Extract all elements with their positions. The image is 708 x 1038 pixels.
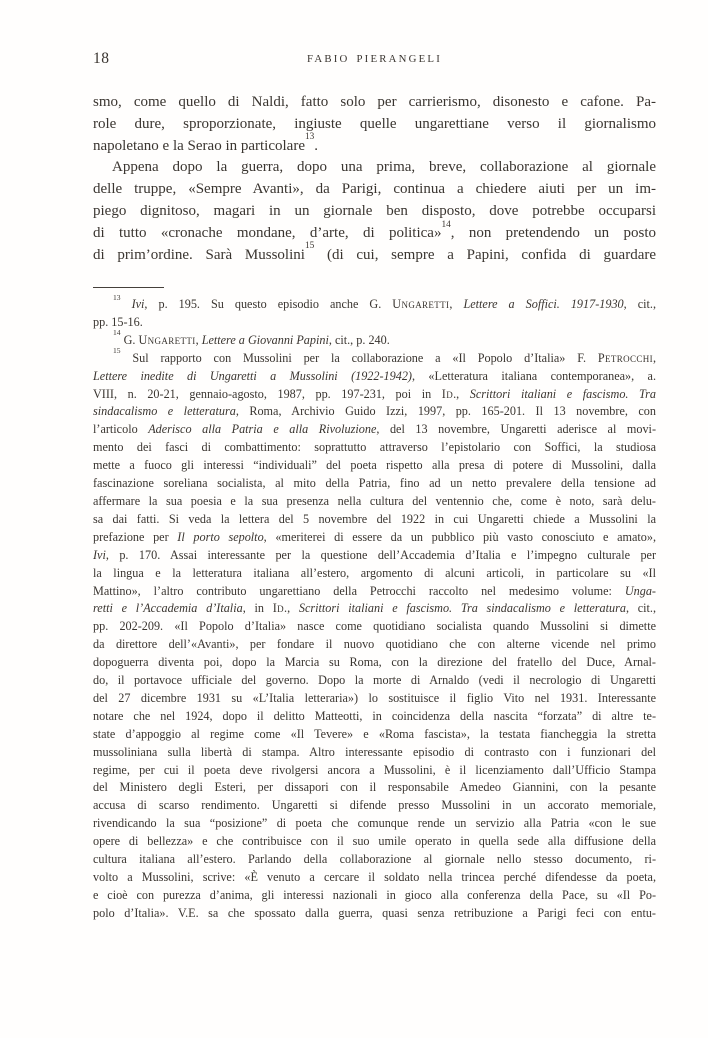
footnote-line: $^{15}$ Sul rapporto con Mussolini per la collaborazione a «Il Popolo d’Italia» F. Petrocchi, [113,346,656,365]
footnote-line: $^{14}$ G. Ungaretti, Lettere a Giovanni Papini, cit., p. 240. [113,328,390,347]
footnote-line: pp. 202-209. «Il Popolo d’Italia» nasce come quotidiano socialista quando Mussolini si dimette [93,619,656,634]
footnote-line: sa dai fatti. Si veda la lettera del 5 novembre del 1922 in cui Ungaretti chiede a Mussolini la [93,511,656,526]
running-header [93,50,656,70]
footnote-line: accusa di scarso rendimento. Ungaretti si difende presso Mussolini in un accorato memoriale, [93,798,656,813]
footnote-line: do, il portavoce ufficiale del governo. Dopo la morte di Arnaldo (vedi il necrologio di Ungaretti [93,673,656,688]
footnote-line: la lingua e la letteratura italiana all’estero, argomento di alcuni articoli, in particolare su «Il [93,565,656,580]
footnote-line: fascinazione soreliana socialista, al mito della Patria, fino ad un netto prevalere della tensione ad [93,476,656,491]
body-text-line: Appena dopo la guerra, dopo una prima, breve, collaborazione al giornale [112,159,656,176]
body-text-line: role dure, sproporzionate, ingiuste quelle ungarettiane verso il giornalismo [93,115,656,132]
footnote-line: Mattino», l’altro contributo ungarettiano della Petrocchi raccolto nel medesimo volume: Unga- [93,583,656,598]
footnote-line: Lettere inedite di Ungaretti a Mussolini (1922-1942), «Letteratura italiana contemporanea», a. [93,368,656,383]
body-text-line: di tutto «cronache mondane, d’arte, di politica»$^{14}$, non pretendendo un posto [93,219,657,241]
footnote-line: VIII, n. 20-21, gennaio-agosto, 1987, pp. 197-231, poi in Id., Scrittori italiani e fascismo. Tra [93,386,656,401]
body-text-line: smo, come quello di Naldi, fatto solo per carrierismo, disonesto e cafone. Pa- [93,94,656,110]
footnotes-block [93,292,657,923]
footnote-line: state d’appoggio al regime come «Il Tevere» e «Roma fascista», la testata fiancheggia la stretta [93,726,656,741]
footnote-line: l’articolo Aderisco alla Patria e alla Rivoluzione, del 13 novembre, Ungaretti aderisce al movi- [93,422,656,437]
footnote-line: notare che nel 1924, dopo il delitto Matteotti, in coincidenza della nascita “forzata” di altre te- [93,708,656,723]
footnote-line: pp. 15-16. [93,314,143,329]
footnote-line: volto a Mussolini, scrive: «È venuto a cercare il soldato nella trincea perché difendesse da poeta, [93,870,656,884]
footnote-line: del Ministero degli Esteri, per dissapori con il responsabile Amedeo Giannini, con la pesante [93,780,656,795]
footnote-line: dopoguerra diventa poi, dopo la Marcia su Roma, con la direzione del fratello del Duce, Arnal- [93,655,656,670]
footnote-line: affermare la sua poesia e la sua presenza nella cultura del ventennio che, come è noto, sarà delu- [93,493,656,508]
footnote-line: Ivi, p. 170. Assai interessante per la questione dell’Accademia d’Italia e l’impegno culturale per [93,547,656,562]
body-text-line: piego dignitoso, magari in un giornale ben disposto, dove potrebbe occuparsi [93,202,656,219]
footnote-line: mussoliniana sulla libertà di stampa. Altro interessante episodio di contrasto con i funzionari del [93,744,656,759]
footnote-line: retti e l’Accademia d’Italia, in Id., Scrittori italiani e fascismo. Tra sindacalismo e letteratura, cit., [93,601,657,616]
footnote-line: polo d’Italia». V.E. sa che spossato dalla guerra, quasi senza retribuzione a Parigi feci con entu- [93,905,656,920]
body-text-line: delle truppe, «Sempre Avanti», da Parigi, continua a chiedere aiuti per un im- [93,181,656,198]
footnote-line: $^{13}$ Ivi, p. 195. Su questo episodio anche G. Ungaretti, Lettere a Soffici. 1917-1930, cit., [113,292,656,311]
footnote-line: mette a fuoco gli interessi “individuali” del poeta rispetto alla presa di potere di Mussolini, dalla [93,458,656,473]
footnote-line: e cioè con purezza d’anima, gli interessi nazionali in gioco alla conferenza della Pace, su «Il Po- [93,887,656,902]
body-text-line: napoletano e la Serao in particolare$^{13}$. [93,132,319,154]
footnote-line: del 27 dicembre 1931 su «L’Italia letteraria») lo sostituisce il figlio Vito nel 1931. Interessante [93,690,656,705]
footnote-line: sindacalismo e letteratura, Roma, Archivio Guido Izzi, 1997, pp. 165-201. Il 13 novembre, con [93,404,656,419]
footnote-line: prefazione per Il porto sepolto, «meriterei di essere da un pubblico più vasto conosciuto e amato», [93,529,657,544]
footnote-line: rivendicando la sua “posizione” di poeta che comunque rende un servizio alla Patria «con le sue [93,816,656,831]
footnote-line: regime, per cui il poeta deve rivolgersi ancora a Mussolini, è il licenziamento dall’Ufficio Stampa [93,762,656,777]
body-text-line: di prim’ordine. Sarà Mussolini$^{15}$ (di cui, sempre a Papini, confida di guardare [93,241,657,263]
page-number: 18 [93,50,110,67]
footnote-line: opere di bellezza» e che contribuisce con il suo umile operato in quella sede alla diffusione della [93,834,656,849]
footnote-line: cultura italiana all’estero. Parlando della collaborazione al giornale nello stesso documento, ri- [93,852,656,867]
footnote-line: mento dei fasci di combattimento: soprattutto attraverso l’epistolario con Soffici, la studiosa [93,440,656,455]
body-text [93,92,656,266]
footnote-separator-rule [93,287,164,288]
footnote-line: da direttore dell’«Avanti», per fondare il nuovo quotidiano che con alterne vicende nel primo [93,637,656,652]
running-title: FABIO PIERANGELI [306,53,443,65]
